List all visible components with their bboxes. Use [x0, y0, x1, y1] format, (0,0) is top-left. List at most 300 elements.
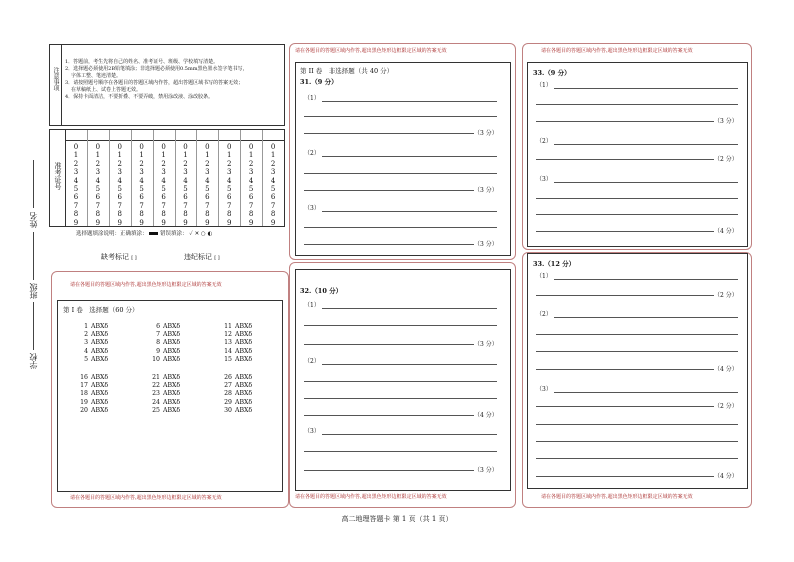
- choice-options[interactable]: ABXδ: [235, 355, 253, 363]
- q32-sub3: （3）: [304, 428, 320, 435]
- exam-number-bubble[interactable]: 6: [205, 193, 210, 202]
- answer-line[interactable]: [304, 415, 474, 416]
- answer-line[interactable]: [536, 476, 714, 477]
- question-number: 7: [156, 331, 160, 339]
- notice-box: [49, 44, 285, 126]
- exam-number-bubble[interactable]: 8: [248, 210, 254, 219]
- exam-number-bubble[interactable]: 0: [248, 143, 254, 151]
- choice-row[interactable]: [78, 331, 108, 338]
- choice-options[interactable]: ABXδ: [235, 331, 253, 339]
- answer-line[interactable]: [304, 451, 497, 452]
- answer-line[interactable]: [304, 325, 497, 326]
- exam-number-bubble[interactable]: 0: [227, 143, 232, 151]
- q33a-sub3: （3）: [536, 176, 552, 183]
- exam-number-bubble[interactable]: 1: [73, 151, 79, 160]
- choice-options[interactable]: ABXδ: [91, 398, 109, 406]
- question-number: 5: [84, 355, 88, 363]
- choice-options[interactable]: ABXδ: [91, 331, 109, 339]
- answer-line[interactable]: [536, 406, 714, 407]
- exam-number-bubble[interactable]: 5: [95, 185, 101, 194]
- choice-row[interactable]: [78, 323, 108, 330]
- answer-line[interactable]: [536, 295, 714, 296]
- exam-number-bubble[interactable]: 8: [95, 210, 101, 219]
- name-label: 姓名: [29, 212, 38, 228]
- exam-number-bubble[interactable]: 7: [95, 201, 101, 210]
- exam-number-bubble[interactable]: 6: [95, 193, 101, 202]
- exam-number-bubble[interactable]: 7: [161, 201, 166, 210]
- q32-points3: （3 分）: [474, 467, 498, 474]
- choice-options[interactable]: ABXδ: [91, 374, 109, 381]
- q33b-points1: （2 分）: [714, 292, 738, 299]
- question-number: 10: [152, 355, 160, 363]
- exam-number-bubble[interactable]: 0: [95, 143, 101, 151]
- exam-number-bubble[interactable]: 0: [73, 143, 79, 151]
- exam-number-column: [224, 143, 234, 227]
- notice-item: 4．保持卡面清洁，不要折叠、不要弄破，禁用涂改液、涂改胶条。: [65, 94, 214, 100]
- choice-options[interactable]: ABXδ: [163, 390, 181, 398]
- question-number: 20: [80, 406, 88, 414]
- choice-row[interactable]: [150, 374, 180, 381]
- exam-number-bubble[interactable]: 5: [248, 185, 254, 194]
- q32-box: [295, 269, 511, 491]
- exam-number-bubble[interactable]: 7: [227, 201, 232, 210]
- notice-item: 3．请按照题号顺序在各题目的答题区域内作答，超出答题区域书写的答案无效；: [65, 80, 244, 86]
- answer-line[interactable]: [536, 198, 738, 199]
- fill-correct-sample: [149, 232, 158, 235]
- choice-row[interactable]: [150, 323, 180, 330]
- exam-number-bubble[interactable]: 1: [183, 151, 188, 160]
- choice-row[interactable]: [150, 348, 180, 355]
- exam-number-bubble[interactable]: 0: [183, 143, 188, 151]
- choice-options[interactable]: ABXδ: [163, 374, 181, 381]
- answer-line[interactable]: [304, 344, 474, 345]
- exam-number-bubble[interactable]: 7: [73, 201, 79, 210]
- q31-sub3: （3）: [304, 205, 320, 212]
- question-number: 29: [224, 398, 232, 406]
- exam-number-bubble[interactable]: 3: [183, 168, 188, 177]
- exam-number-bubble[interactable]: 2: [117, 159, 122, 168]
- region-notice: 请在各题目的答题区域内作答,超出黑色矩形边框限定区域的答案无效: [541, 494, 693, 500]
- exam-number-bubble[interactable]: 8: [227, 210, 232, 219]
- choice-options[interactable]: ABXδ: [91, 390, 109, 398]
- question-number: 28: [224, 390, 232, 398]
- choice-row[interactable]: [150, 339, 180, 346]
- choice-row[interactable]: [222, 323, 252, 330]
- exam-number-bubble[interactable]: 8: [183, 210, 188, 219]
- answer-line[interactable]: [304, 381, 497, 382]
- choice-row[interactable]: [78, 348, 108, 355]
- exam-number-bubble[interactable]: 2: [205, 159, 210, 168]
- question-number: 6: [156, 323, 160, 330]
- choice-options[interactable]: ABXδ: [163, 347, 181, 355]
- choice-row[interactable]: [150, 382, 180, 389]
- region-notice: 请在各题目的答题区域内作答,超出黑色矩形边框限定区域的答案无效: [70, 282, 222, 288]
- choice-options[interactable]: ABXδ: [235, 398, 253, 406]
- exam-number-bubble[interactable]: 7: [183, 201, 188, 210]
- answer-line[interactable]: [536, 334, 738, 335]
- notice-list: [65, 59, 280, 101]
- class-label: 班级: [29, 283, 38, 299]
- choice-row[interactable]: [78, 390, 108, 397]
- exam-number-bubble[interactable]: 1: [117, 151, 122, 160]
- answer-line[interactable]: [322, 101, 497, 102]
- answer-line[interactable]: [304, 470, 474, 471]
- answer-line[interactable]: [322, 364, 497, 365]
- choice-row[interactable]: [222, 339, 252, 346]
- region-notice: 请在各题目的答题区域内作答,超出黑色矩形边框限定区域的答案无效: [295, 48, 447, 54]
- exam-number-bubble[interactable]: 1: [95, 151, 101, 160]
- choice-row[interactable]: [222, 356, 252, 363]
- answer-line[interactable]: [536, 231, 714, 232]
- exam-number-column: [137, 143, 147, 227]
- question-number: 24: [152, 398, 160, 406]
- exam-number-bubble[interactable]: 9: [270, 218, 276, 227]
- answer-line[interactable]: [304, 133, 474, 134]
- fill-wrong-samples: ✓ ✕ ○ ◐: [189, 231, 213, 237]
- choice-options[interactable]: ABXδ: [235, 382, 253, 390]
- notice-item: 在草稿纸上、试卷上答题无效。: [71, 87, 142, 93]
- choice-row[interactable]: [150, 399, 180, 406]
- choice-row[interactable]: [222, 399, 252, 406]
- exam-number-bubble[interactable]: 9: [117, 218, 122, 227]
- exam-number-bubble[interactable]: 2: [248, 159, 254, 168]
- exam-number-bubble[interactable]: 9: [139, 218, 144, 227]
- right-panel-bottom: [522, 252, 752, 508]
- choice-options[interactable]: ABXδ: [91, 355, 109, 363]
- answer-line[interactable]: [304, 227, 497, 228]
- choice-options[interactable]: ABXδ: [235, 339, 253, 347]
- exam-number-bubble[interactable]: 3: [139, 168, 144, 177]
- exam-number-bubble[interactable]: 8: [73, 210, 79, 219]
- exam-number-bubble[interactable]: 8: [161, 210, 166, 219]
- q32-title: 32.（10 分）: [300, 287, 343, 295]
- exam-number-bubble[interactable]: 5: [270, 185, 276, 194]
- school-line: [33, 302, 34, 350]
- exam-number-bubble[interactable]: 0: [270, 143, 276, 151]
- choice-row[interactable]: [150, 331, 180, 338]
- choice-row[interactable]: [78, 382, 108, 389]
- question-number: 13: [224, 339, 232, 347]
- answer-line[interactable]: [554, 279, 738, 280]
- answer-line[interactable]: [554, 392, 738, 393]
- exam-number-bubble[interactable]: 7: [205, 201, 210, 210]
- choice-row[interactable]: [150, 407, 180, 414]
- choice-row[interactable]: [78, 339, 108, 346]
- exam-number-bubble[interactable]: 9: [73, 218, 79, 227]
- answer-line[interactable]: [322, 211, 497, 212]
- q33b-points4: （4 分）: [714, 473, 738, 480]
- exam-number-bubble[interactable]: 6: [248, 193, 254, 202]
- exam-number-bubble[interactable]: 6: [139, 193, 144, 202]
- answer-line[interactable]: [536, 369, 714, 370]
- exam-number-bubble[interactable]: 9: [227, 218, 232, 227]
- answer-line[interactable]: [536, 424, 738, 425]
- exam-number-bubble[interactable]: 3: [227, 168, 232, 177]
- question-number: 30: [224, 406, 232, 414]
- exam-number-bubble[interactable]: 1: [161, 151, 166, 160]
- exam-number-bubble[interactable]: 3: [95, 168, 101, 177]
- choice-row[interactable]: [222, 407, 252, 414]
- exam-number-bubble[interactable]: 4: [270, 176, 276, 185]
- exam-number-bubble[interactable]: 4: [183, 176, 188, 185]
- q33b-points2: （4 分）: [714, 366, 738, 373]
- q33a-box: [527, 62, 748, 247]
- exam-number-bubble[interactable]: 2: [161, 159, 166, 168]
- exam-number-bubble[interactable]: 4: [95, 176, 101, 185]
- answer-line[interactable]: [304, 190, 474, 191]
- choice-row[interactable]: [222, 374, 252, 381]
- question-number: 12: [224, 331, 232, 339]
- absent-mark[interactable]: 缺考标记 [ ]: [101, 253, 137, 261]
- q33a-sub2: （2）: [536, 138, 552, 145]
- violation-mark[interactable]: 违纪标记 [ ]: [184, 253, 220, 261]
- answer-line[interactable]: [554, 144, 738, 145]
- question-number: 18: [80, 390, 88, 398]
- q32-sub1: （1）: [304, 302, 320, 309]
- exam-number-bubble[interactable]: 6: [117, 193, 122, 202]
- choice-options[interactable]: ABXδ: [163, 382, 181, 390]
- question-number: 25: [152, 406, 160, 414]
- exam-number-column: [159, 143, 169, 227]
- q33b-sub3: （3）: [536, 386, 552, 393]
- exam-number-bubble[interactable]: 4: [205, 176, 210, 185]
- exam-number-column: [93, 143, 103, 227]
- exam-number-bubble[interactable]: 3: [73, 168, 79, 177]
- class-line: [33, 232, 34, 280]
- choice-row[interactable]: [150, 390, 180, 397]
- exam-number-bubble[interactable]: 9: [183, 218, 188, 227]
- choice-options[interactable]: ABXδ: [235, 347, 253, 355]
- exam-number-bubble[interactable]: 6: [161, 193, 166, 202]
- question-number: 4: [84, 347, 88, 355]
- notice-item: 2．选择题必须使用2B铅笔填涂；非选择题必须使用0.5mm黑色墨水签字笔书写，: [65, 66, 248, 72]
- choice-options[interactable]: ABXδ: [163, 355, 181, 363]
- question-number: 1: [84, 323, 88, 330]
- exam-number-bubble[interactable]: 8: [139, 210, 144, 219]
- exam-number-bubble[interactable]: 3: [248, 168, 254, 177]
- answer-line[interactable]: [322, 434, 497, 435]
- q31-sub2: （2）: [304, 150, 320, 157]
- answer-line[interactable]: [554, 88, 738, 89]
- exam-number-bubble[interactable]: 2: [73, 159, 79, 168]
- answer-line[interactable]: [304, 116, 497, 117]
- choice-options[interactable]: ABXδ: [163, 339, 181, 347]
- exam-number-bubble[interactable]: 1: [270, 151, 276, 160]
- exam-number-bubble[interactable]: 3: [117, 168, 122, 177]
- question-number: 26: [224, 374, 232, 381]
- answer-line[interactable]: [536, 214, 738, 215]
- question-number: 16: [80, 374, 88, 381]
- q31-points3: （3 分）: [474, 241, 498, 248]
- exam-number-bubble[interactable]: 8: [270, 210, 276, 219]
- choice-row[interactable]: [222, 390, 252, 397]
- choice-options[interactable]: ABXδ: [163, 398, 181, 406]
- question-number: 17: [80, 382, 88, 390]
- choice-options[interactable]: ABXδ: [235, 390, 253, 398]
- exam-number-column: [246, 143, 256, 227]
- exam-number-bubble[interactable]: 2: [270, 159, 276, 168]
- exam-number-label: 准考证号: [54, 162, 62, 190]
- exam-number-bubble[interactable]: 6: [227, 193, 232, 202]
- choice-options[interactable]: ABXδ: [235, 374, 253, 381]
- exam-number-bubble[interactable]: 7: [117, 201, 122, 210]
- q31-title: 31.（9 分）: [300, 78, 338, 86]
- choice-options[interactable]: ABXδ: [235, 323, 253, 330]
- q33b-title: 33.（12 分）: [533, 260, 576, 268]
- choice-options[interactable]: ABXδ: [91, 347, 109, 355]
- exam-number-bubble[interactable]: 6: [183, 193, 188, 202]
- answer-line[interactable]: [536, 159, 714, 160]
- exam-number-bubble[interactable]: 4: [117, 176, 122, 185]
- exam-number-bubble[interactable]: 3: [161, 168, 166, 177]
- answer-line[interactable]: [536, 351, 738, 352]
- exam-number-column: [180, 143, 190, 227]
- choice-options[interactable]: ABXδ: [91, 339, 109, 347]
- exam-number-bubble[interactable]: 7: [270, 201, 276, 210]
- exam-number-column: [268, 143, 278, 227]
- answer-line[interactable]: [554, 317, 738, 318]
- exam-number-bubble[interactable]: 5: [227, 185, 232, 194]
- choice-options[interactable]: ABXδ: [91, 382, 109, 390]
- fill-correct-label: 选择题填涂说明：正确填涂：: [76, 231, 148, 237]
- q33a-title: 33.（9 分）: [533, 69, 571, 77]
- exam-number-bubble[interactable]: 2: [95, 159, 101, 168]
- exam-number-bubble[interactable]: 6: [73, 193, 79, 202]
- exam-number-bubble[interactable]: 5: [73, 185, 79, 194]
- answer-line[interactable]: [322, 156, 497, 157]
- choice-row[interactable]: [150, 356, 180, 363]
- exam-number-bubble[interactable]: 4: [248, 176, 254, 185]
- exam-number-bubble[interactable]: 9: [205, 218, 210, 227]
- exam-number-bubble[interactable]: 2: [139, 159, 144, 168]
- question-number: 3: [84, 339, 88, 347]
- exam-number-bubble[interactable]: 9: [95, 218, 101, 227]
- exam-number-column: [202, 143, 212, 227]
- exam-number-bubble[interactable]: 7: [248, 201, 254, 210]
- exam-number-bubble[interactable]: 3: [270, 168, 276, 177]
- exam-number-bubble[interactable]: 5: [117, 185, 122, 194]
- q31-box: [295, 62, 511, 256]
- choice-options[interactable]: ABXδ: [163, 331, 181, 339]
- question-number: 8: [156, 339, 160, 347]
- notice-title: 注意事项: [52, 67, 59, 91]
- choice-row[interactable]: [78, 374, 108, 381]
- exam-number-column: [115, 143, 125, 227]
- answer-line[interactable]: [536, 104, 738, 105]
- page-footer: 高二地理答题卡 第 1 页（共 1 页）: [341, 515, 453, 523]
- exam-number-bubble[interactable]: 9: [248, 218, 254, 227]
- q33a-points3: （4 分）: [714, 228, 738, 235]
- middle-panel-bottom: [289, 262, 516, 508]
- exam-number-bubble[interactable]: 5: [139, 185, 144, 194]
- middle-panel-top: [289, 43, 516, 260]
- exam-number-bubble[interactable]: 0: [161, 143, 166, 151]
- choice-options[interactable]: ABXδ: [91, 406, 109, 414]
- notice-item: 1．答题前，考生先将自己的姓名、准考证号、班级、学校填写清楚。: [65, 59, 219, 65]
- exam-number-bubble[interactable]: 8: [117, 210, 122, 219]
- answer-line[interactable]: [304, 173, 497, 174]
- question-number: 22: [152, 382, 160, 390]
- choice-row[interactable]: [222, 331, 252, 338]
- answer-line[interactable]: [536, 441, 738, 442]
- choice-row[interactable]: [78, 399, 108, 406]
- choice-row[interactable]: [222, 382, 252, 389]
- choice-options[interactable]: ABXδ: [91, 323, 109, 330]
- answer-line[interactable]: [536, 121, 714, 122]
- question-number: 27: [224, 382, 232, 390]
- answer-line[interactable]: [536, 458, 738, 459]
- region-notice: 请在各题目的答题区域内作答,超出黑色矩形边框限定区域的答案无效: [541, 48, 693, 54]
- choice-row[interactable]: [78, 356, 108, 363]
- choice-row[interactable]: [222, 348, 252, 355]
- q32-points1: （3 分）: [474, 341, 498, 348]
- exam-number-bubble[interactable]: 8: [205, 210, 210, 219]
- q33b-box: [527, 253, 748, 489]
- exam-number-bubble[interactable]: 0: [139, 143, 144, 151]
- exam-number-bubble[interactable]: 5: [205, 185, 210, 194]
- region-notice: 请在各题目的答题区域内作答,超出黑色矩形边框限定区域的答案无效: [70, 495, 222, 501]
- answer-line[interactable]: [554, 182, 738, 183]
- exam-number-grid: [49, 129, 285, 227]
- q31-sub1: （1）: [304, 95, 320, 102]
- exam-number-bubble[interactable]: 1: [139, 151, 144, 160]
- q31-points2: （3 分）: [474, 187, 498, 194]
- exam-number-bubble[interactable]: 9: [161, 218, 166, 227]
- question-number: 15: [224, 355, 232, 363]
- answer-line[interactable]: [322, 308, 497, 309]
- exam-number-bubble[interactable]: 4: [73, 176, 79, 185]
- name-line: [33, 160, 34, 208]
- notice-item: 字体工整、笔迹清楚。: [71, 73, 122, 79]
- exam-number-bubble[interactable]: 4: [139, 176, 144, 185]
- q33a-points1: （3 分）: [714, 118, 738, 125]
- exam-number-bubble[interactable]: 2: [227, 159, 232, 168]
- exam-number-bubble[interactable]: 0: [117, 143, 122, 151]
- exam-number-bubble[interactable]: 1: [205, 151, 210, 160]
- exam-number-bubble[interactable]: 3: [205, 168, 210, 177]
- q33b-sub2: （2）: [536, 311, 552, 318]
- choice-options[interactable]: ABXδ: [163, 406, 181, 414]
- exam-number-bubble[interactable]: 1: [227, 151, 232, 160]
- exam-number-bubble[interactable]: 7: [139, 201, 144, 210]
- question-number: 21: [152, 374, 160, 381]
- right-panel-top: [522, 43, 752, 250]
- q32-points2: （4 分）: [474, 412, 498, 419]
- exam-number-bubble[interactable]: 5: [183, 185, 188, 194]
- q33a-points2: （2 分）: [714, 156, 738, 163]
- part2-title: 第 II 卷 非选择题（共 40 分）: [300, 67, 394, 75]
- choice-row[interactable]: [78, 407, 108, 414]
- exam-number-bubble[interactable]: 0: [205, 143, 210, 151]
- part1-panel: [51, 271, 289, 508]
- question-number: 11: [224, 323, 232, 330]
- part1-box: [57, 300, 283, 492]
- exam-number-bubble[interactable]: 5: [161, 185, 166, 194]
- choice-options[interactable]: ABXδ: [163, 323, 181, 330]
- question-number: 23: [152, 390, 160, 398]
- answer-line[interactable]: [304, 398, 497, 399]
- exam-number-bubble[interactable]: 2: [183, 159, 188, 168]
- question-number: 2: [84, 331, 88, 339]
- fill-wrong-label: 错误填涂：: [160, 231, 188, 237]
- exam-number-bubble[interactable]: 4: [227, 176, 232, 185]
- question-number: 19: [80, 398, 88, 406]
- exam-number-bubble[interactable]: 1: [248, 151, 254, 160]
- exam-number-bubble[interactable]: 4: [161, 176, 166, 185]
- choice-options[interactable]: ABXδ: [235, 406, 253, 414]
- exam-number-bubble[interactable]: 6: [270, 193, 276, 202]
- answer-line[interactable]: [304, 244, 474, 245]
